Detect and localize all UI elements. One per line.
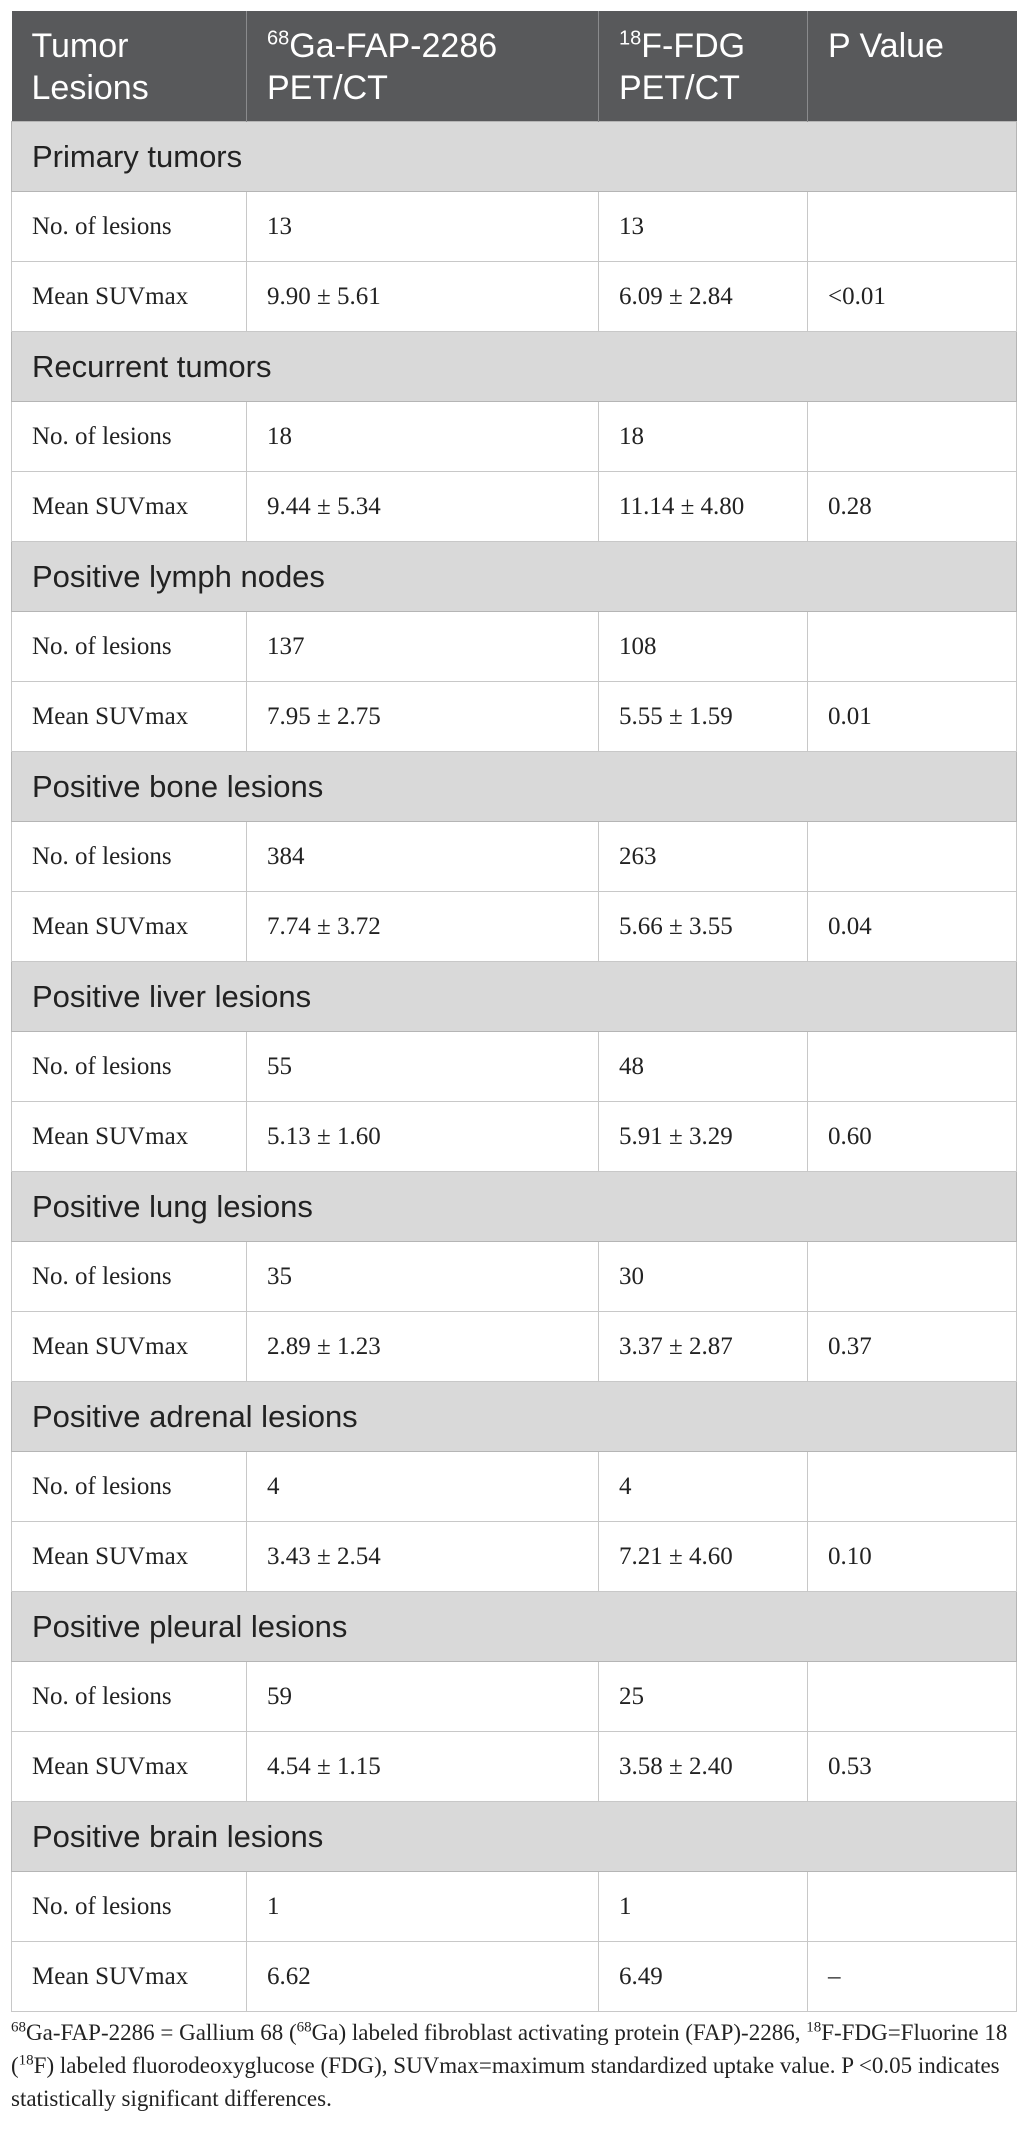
footnote-text: F-FDG=Fluorine 18 ( <box>11 2020 1008 2078</box>
p-value-cell <box>808 1032 1017 1102</box>
fdg-value-cell: 263 <box>599 822 808 892</box>
fap-value-cell: 55 <box>247 1032 599 1102</box>
fdg-value-cell: 3.37 ± 2.87 <box>599 1312 808 1382</box>
section-title: Positive lymph nodes <box>12 542 1017 612</box>
fdg-value-cell: 3.58 ± 2.40 <box>599 1732 808 1802</box>
table-row <box>12 472 1017 542</box>
fap-value-cell: 5.13 ± 1.60 <box>247 1102 599 1172</box>
table-row <box>12 892 1017 962</box>
section-header-row <box>12 542 1017 612</box>
footnote-sup: 18 <box>806 2019 822 2036</box>
fdg-value-cell: 6.09 ± 2.84 <box>599 262 808 332</box>
fdg-value-cell: 5.55 ± 1.59 <box>599 682 808 752</box>
p-value-cell <box>808 1662 1017 1732</box>
fap-value-cell: 4.54 ± 1.15 <box>247 1732 599 1802</box>
row-label-cell: No. of lesions <box>12 402 247 472</box>
row-label-cell: No. of lesions <box>12 1242 247 1312</box>
section-header-row <box>12 122 1017 192</box>
row-label-cell: No. of lesions <box>12 1662 247 1732</box>
fap-value-cell: 2.89 ± 1.23 <box>247 1312 599 1382</box>
section-title: Primary tumors <box>12 122 1017 192</box>
fdg-value-cell: 5.91 ± 3.29 <box>599 1102 808 1172</box>
table-row <box>12 1662 1017 1732</box>
row-label-cell: Mean SUVmax <box>12 262 247 332</box>
fdg-value-cell: 30 <box>599 1242 808 1312</box>
table-row <box>12 612 1017 682</box>
row-label-cell: No. of lesions <box>12 822 247 892</box>
header-fdg-pet <box>599 11 808 122</box>
fap-value-cell: 9.90 ± 5.61 <box>247 262 599 332</box>
fap-value-cell: 4 <box>247 1452 599 1522</box>
fap-value-cell: 35 <box>247 1242 599 1312</box>
p-value-cell <box>808 1452 1017 1522</box>
fdg-value-cell: 1 <box>599 1872 808 1942</box>
p-value-cell: 0.10 <box>808 1522 1017 1592</box>
table-row <box>12 402 1017 472</box>
table-row <box>12 1452 1017 1522</box>
header-p-value <box>808 11 1017 122</box>
section-title: Recurrent tumors <box>12 332 1017 402</box>
fap-value-cell: 6.62 <box>247 1942 599 2012</box>
table-row <box>12 1732 1017 1802</box>
fap-value-cell: 9.44 ± 5.34 <box>247 472 599 542</box>
fdg-value-cell: 5.66 ± 3.55 <box>599 892 808 962</box>
fap-value-cell: 3.43 ± 2.54 <box>247 1522 599 1592</box>
table-row <box>12 822 1017 892</box>
row-label-cell: Mean SUVmax <box>12 472 247 542</box>
p-value-cell <box>808 402 1017 472</box>
row-label-cell: Mean SUVmax <box>12 1732 247 1802</box>
table-row <box>12 262 1017 332</box>
table-row <box>12 1242 1017 1312</box>
table-row <box>12 1102 1017 1172</box>
fdg-value-cell: 18 <box>599 402 808 472</box>
row-label-cell: Mean SUVmax <box>12 682 247 752</box>
table-footnote <box>11 2016 1016 2115</box>
section-header-row <box>12 1592 1017 1662</box>
header-fap-pet <box>247 11 599 122</box>
fap-value-cell: 59 <box>247 1662 599 1732</box>
p-value-cell: <0.01 <box>808 262 1017 332</box>
section-title: Positive bone lesions <box>12 752 1017 822</box>
p-value-cell <box>808 822 1017 892</box>
section-header-row <box>12 962 1017 1032</box>
p-value-cell: 0.37 <box>808 1312 1017 1382</box>
table-body <box>12 122 1017 2012</box>
fdg-value-cell: 11.14 ± 4.80 <box>599 472 808 542</box>
table-row <box>12 1942 1017 2012</box>
table-header <box>12 11 1017 122</box>
section-title: Positive brain lesions <box>12 1802 1017 1872</box>
header-row <box>12 11 1017 122</box>
footnote-sup: 18 <box>18 2052 34 2069</box>
fap-value-cell: 18 <box>247 402 599 472</box>
p-value-cell: 0.60 <box>808 1102 1017 1172</box>
fap-value-cell: 13 <box>247 192 599 262</box>
row-label-cell: Mean SUVmax <box>12 1522 247 1592</box>
row-label-cell: No. of lesions <box>12 612 247 682</box>
section-title: Positive liver lesions <box>12 962 1017 1032</box>
fdg-value-cell: 25 <box>599 1662 808 1732</box>
fdg-value-cell: 108 <box>599 612 808 682</box>
fdg-value-cell: 13 <box>599 192 808 262</box>
table-row <box>12 682 1017 752</box>
fap-value-cell: 7.74 ± 3.72 <box>247 892 599 962</box>
footnote-text: Ga) labeled fibroblast activating protein (FAP)-2286, <box>311 2020 807 2045</box>
p-value-cell: 0.04 <box>808 892 1017 962</box>
results-table-container <box>11 11 1016 2012</box>
p-value-cell <box>808 612 1017 682</box>
header-tumor-lesions-label: Tumor Lesions <box>31 27 149 107</box>
header-fap-label: Ga-FAP-2286 PET/CT <box>267 27 498 107</box>
row-label-cell: Mean SUVmax <box>12 1312 247 1382</box>
row-label-cell: Mean SUVmax <box>12 1942 247 2012</box>
section-title: Positive lung lesions <box>12 1172 1017 1242</box>
fap-value-cell: 137 <box>247 612 599 682</box>
footnote-sup: 68 <box>296 2019 312 2036</box>
section-header-row <box>12 752 1017 822</box>
p-value-cell: 0.01 <box>808 682 1017 752</box>
header-tumor-lesions <box>12 11 247 122</box>
table-row <box>12 1522 1017 1592</box>
header-p-value-label: P Value <box>828 27 944 65</box>
footnote-sup: 68 <box>11 2019 26 2036</box>
row-label-cell: No. of lesions <box>12 1452 247 1522</box>
row-label-cell: Mean SUVmax <box>12 1102 247 1172</box>
footnote-text: Ga-FAP-2286 = Gallium 68 ( <box>26 2020 297 2045</box>
p-value-cell <box>808 1242 1017 1312</box>
section-header-row <box>12 332 1017 402</box>
p-value-cell: 0.53 <box>808 1732 1017 1802</box>
fdg-value-cell: 48 <box>599 1032 808 1102</box>
section-header-row <box>12 1802 1017 1872</box>
section-title: Positive pleural lesions <box>12 1592 1017 1662</box>
p-value-cell: – <box>808 1942 1017 2012</box>
fap-value-cell: 384 <box>247 822 599 892</box>
fdg-value-cell: 7.21 ± 4.60 <box>599 1522 808 1592</box>
table-row <box>12 1872 1017 1942</box>
p-value-cell <box>808 1872 1017 1942</box>
row-label-cell: Mean SUVmax <box>12 892 247 962</box>
fdg-value-cell: 4 <box>599 1452 808 1522</box>
section-header-row <box>12 1172 1017 1242</box>
row-label-cell: No. of lesions <box>12 192 247 262</box>
fap-value-cell: 7.95 ± 2.75 <box>247 682 599 752</box>
table-row <box>12 1312 1017 1382</box>
p-value-cell <box>808 192 1017 262</box>
footnote-text: F) labeled fluorodeoxyglucose (FDG), SUVmax=maximum standardized uptake value. P <0.05 indicates statistically significant differences. <box>11 2053 1000 2111</box>
fdg-value-cell: 6.49 <box>599 1942 808 2012</box>
header-fap-isotope: 68 <box>267 27 290 50</box>
fap-value-cell: 1 <box>247 1872 599 1942</box>
header-fdg-isotope: 18 <box>619 27 642 50</box>
section-title: Positive adrenal lesions <box>12 1382 1017 1452</box>
p-value-cell: 0.28 <box>808 472 1017 542</box>
lesion-comparison-table <box>11 11 1017 2012</box>
table-row <box>12 192 1017 262</box>
header-fdg-label: F-FDG PET/CT <box>619 27 746 107</box>
row-label-cell: No. of lesions <box>12 1872 247 1942</box>
section-header-row <box>12 1382 1017 1452</box>
row-label-cell: No. of lesions <box>12 1032 247 1102</box>
table-row <box>12 1032 1017 1102</box>
